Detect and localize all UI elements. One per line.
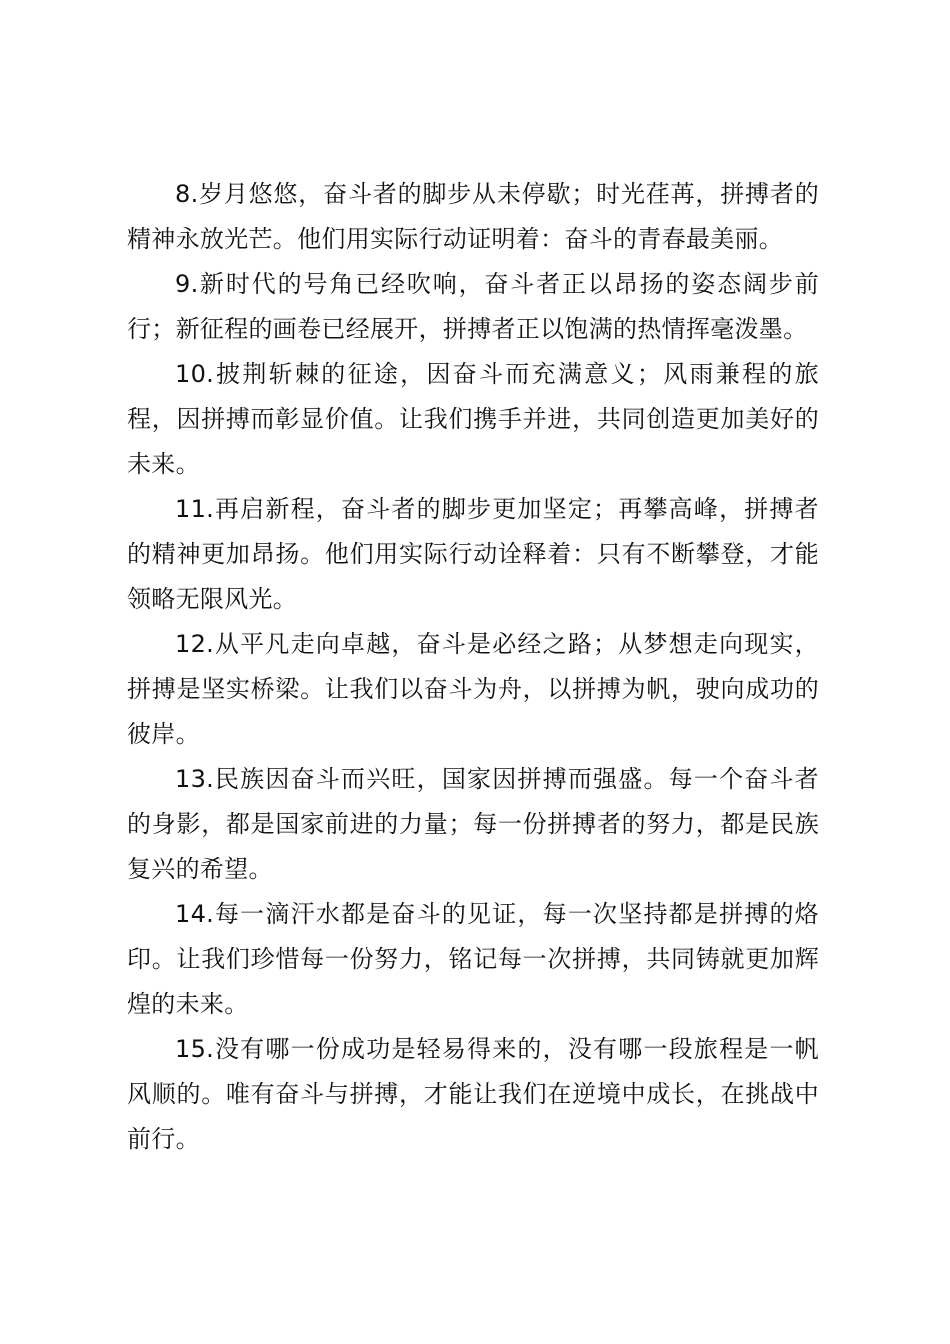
paragraph-9: 9.新时代的号角已经吹响，奋斗者正以昂扬的姿态阔步前行；新征程的画卷已经展开，拼搏者正以饱满的热情挥毫泼墨。 bbox=[127, 270, 819, 343]
paragraph-15: 15.没有哪一份成功是轻易得来的，没有哪一段旅程是一帆风顺的。唯有奋斗与拼搏，才能让我们在逆境中成长，在挑战中前行。 bbox=[127, 1035, 819, 1153]
paragraph-11: 11.再启新程，奋斗者的脚步更加坚定；再攀高峰，拼搏者的精神更加昂扬。他们用实际行动诠释着：只有不断攀登，才能领略无限风光。 bbox=[127, 495, 819, 613]
paragraph-12: 12.从平凡走向卓越，奋斗是必经之路；从梦想走向现实，拼搏是坚实桥梁。让我们以奋斗为舟，以拼搏为帆，驶向成功的彼岸。 bbox=[127, 630, 819, 748]
paragraph-10: 10.披荆斩棘的征途，因奋斗而充满意义；风雨兼程的旅程，因拼搏而彰显价值。让我们携手并进，共同创造更加美好的未来。 bbox=[127, 360, 819, 478]
document-body bbox=[127, 172, 819, 1162]
paragraph-8: 8.岁月悠悠，奋斗者的脚步从未停歇；时光荏苒，拼搏者的精神永放光芒。他们用实际行动证明着：奋斗的青春最美丽。 bbox=[127, 180, 819, 253]
paragraph-13: 13.民族因奋斗而兴旺，国家因拼搏而强盛。每一个奋斗者的身影，都是国家前进的力量；每一份拼搏者的努力，都是民族复兴的希望。 bbox=[127, 765, 819, 883]
paragraph-14: 14.每一滴汗水都是奋斗的见证，每一次坚持都是拼搏的烙印。让我们珍惜每一份努力，铭记每一次拼搏，共同铸就更加辉煌的未来。 bbox=[127, 900, 819, 1018]
